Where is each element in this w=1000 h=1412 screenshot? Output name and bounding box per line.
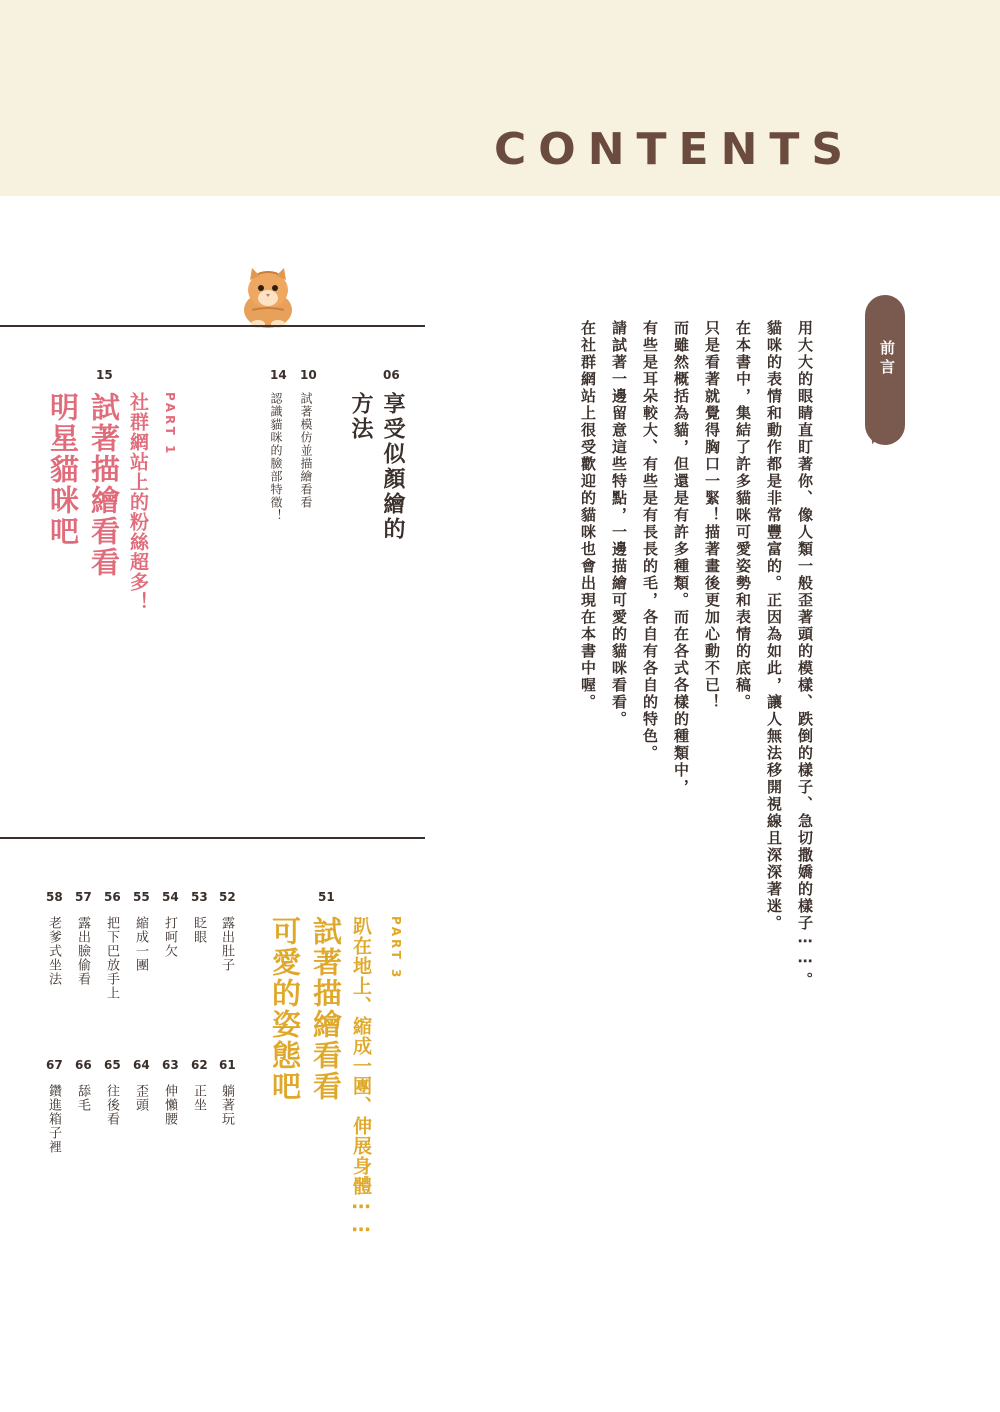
part3-item-page: 54 <box>162 890 179 904</box>
part3-item-page: 53 <box>191 890 208 904</box>
part3-item-label: 縮成一團 <box>133 916 148 972</box>
part3-item-page: 56 <box>104 890 121 904</box>
part3-item-page: 57 <box>75 890 92 904</box>
preface-paragraph: 請試著一邊留意這些特點，一邊描繪可愛的貓咪看看。 <box>610 320 628 728</box>
intro-item-label: 試著模仿並描繪看看 <box>299 392 313 509</box>
preface-paragraph: 在社群網站上很受歡迎的貓咪也會出現在本書中喔。 <box>579 320 597 711</box>
intro-title-line1: 享受似顏繪的 <box>380 392 405 542</box>
preface-paragraph: 在本書中，集結了許多貓咪可愛姿勢和表情的底稿。 <box>734 320 752 711</box>
intro-item-page: 10 <box>300 368 317 382</box>
part3-title-line1: 試著描繪看看 <box>309 916 343 1102</box>
preface-text <box>572 320 820 989</box>
preface-paragraph: 有些是耳朵較大、有些是有長長的毛，各自有各自的特色。 <box>641 320 659 762</box>
preface-paragraph: 而雖然概括為貓，但還是有許多種類。而在各式各樣的種類中， <box>672 320 690 796</box>
part3-item-page: 63 <box>162 1058 179 1072</box>
part3-item-page: 66 <box>75 1058 92 1072</box>
intro-item-label: 認識貓咪的臉部特徵！ <box>269 392 283 522</box>
part1-title-line1: 試著描繪看看 <box>87 392 121 578</box>
part3-item-page: 61 <box>219 1058 236 1072</box>
part3-item-page: 67 <box>46 1058 63 1072</box>
part3-item-page: 64 <box>133 1058 150 1072</box>
part1-label: PART 1 <box>163 392 177 457</box>
part3-item-page: 65 <box>104 1058 121 1072</box>
part3-item-label: 伸懶腰 <box>162 1084 177 1126</box>
intro-page-number: 06 <box>383 368 400 382</box>
part3-item-label: 歪頭 <box>133 1084 148 1112</box>
part3-title-line2: 可愛的姿態吧 <box>268 916 302 1102</box>
part3-page-number: 51 <box>318 890 335 904</box>
part3-item-page: 58 <box>46 890 63 904</box>
part3-item-label: 露出臉偷看 <box>75 916 90 986</box>
section-divider <box>0 837 425 839</box>
part1-subtitle: 社群網站上的粉絲超多！ <box>127 392 149 612</box>
preface-label: 前言 <box>878 340 896 378</box>
section-divider <box>0 325 425 327</box>
part3-item-page: 52 <box>219 890 236 904</box>
intro-title-line2: 方法 <box>348 392 373 442</box>
part3-item-label: 眨眼 <box>191 916 206 944</box>
part3-item-page: 55 <box>133 890 150 904</box>
preface-paragraph: 用大大的眼睛直盯著你、像人類一般歪著頭的模樣、跌倒的樣子、急切撒嬌的樣子⋯⋯。 <box>796 320 814 989</box>
part3-item-label: 往後看 <box>104 1084 119 1126</box>
page-title: CONTENTS <box>494 124 856 175</box>
part1-page-number: 15 <box>96 368 113 382</box>
part3-item-label: 打呵欠 <box>162 916 177 958</box>
part3-item-page: 62 <box>191 1058 208 1072</box>
preface-paragraph: 只是看著就覺得胸口一緊！描著畫後更加心動不已！ <box>703 320 721 711</box>
orange-tabby-cat-icon <box>238 266 298 328</box>
part3-label: PART 3 <box>389 916 403 981</box>
part3-item-label: 把下巴放手上 <box>104 916 119 1000</box>
part1-title-line2: 明星貓咪吧 <box>46 392 80 547</box>
part3-item-label: 躺著玩 <box>219 1084 234 1126</box>
part3-subtitle: 趴在地上、縮成一團、伸展身體⋯⋯ <box>350 916 372 1242</box>
part3-item-label: 舔毛 <box>75 1084 90 1112</box>
preface-paragraph: 貓咪的表情和動作都是非常豐富的。正因為如此，讓人無法移開視線且深深著迷。 <box>765 320 783 932</box>
part3-item-label: 正坐 <box>191 1084 206 1112</box>
part3-item-label: 露出肚子 <box>219 916 234 972</box>
intro-item-page: 14 <box>270 368 287 382</box>
part3-item-label: 老爹式坐法 <box>46 916 61 986</box>
part3-item-label: 鑽進箱子裡 <box>46 1084 61 1154</box>
